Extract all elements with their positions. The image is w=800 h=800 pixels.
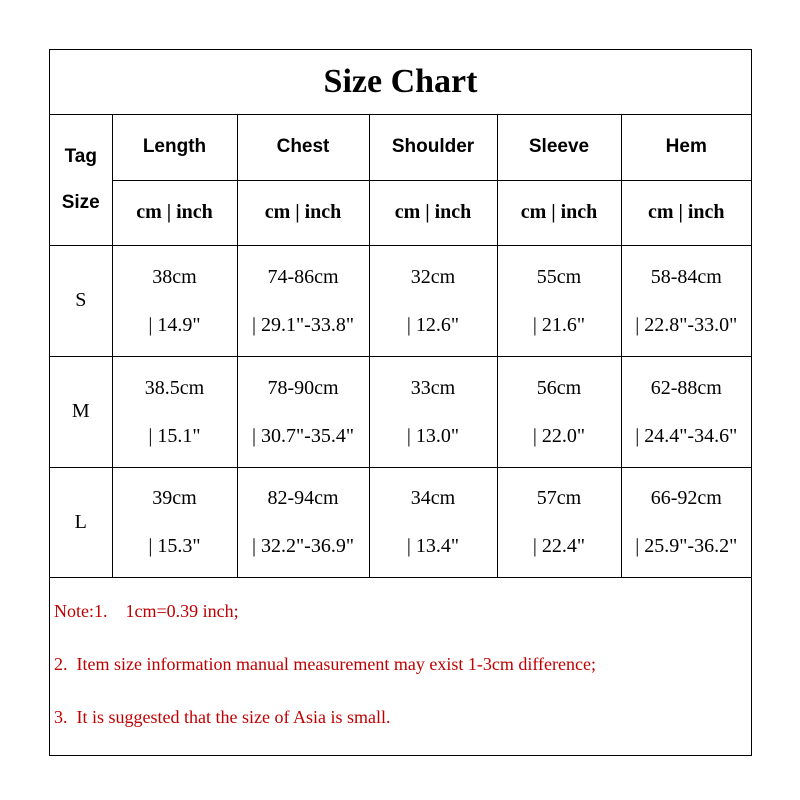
table-row-l [50,467,751,577]
tag-size-header [50,115,112,245]
header-row-units [50,180,751,245]
note-line-2: 2. Item size information manual measurement may exist 1-3cm difference; [54,654,596,674]
cell-sleeve [497,467,621,577]
note-line-1: Note:1. 1cm=0.39 inch; [54,601,239,621]
note-line-3: 3. It is suggested that the size of Asia is small. [54,707,391,727]
inch-value: | 22.8"-33.0" [635,313,738,336]
size-chart-title: Size Chart [50,50,751,115]
unit-sleeve: cm | inch [497,180,621,245]
cm-value: 34cm [410,487,456,509]
inch-value: | 12.6" [406,313,460,336]
inch-value: | 13.0" [406,424,460,447]
header-row-names [50,115,751,180]
cm-value: 32cm [410,265,456,288]
size-label: M [50,356,112,467]
column-header-chest: Chest [237,115,369,180]
cm-value: 82-94cm [267,487,339,509]
cell-chest [237,356,369,467]
cell-hem [621,356,751,467]
inch-value: | 22.4" [532,535,586,557]
cell-shoulder [369,467,497,577]
cm-value: 57cm [536,487,582,509]
inch-value: | 22.0" [532,424,586,447]
column-header-hem: Hem [621,115,751,180]
tag-header-label: Tag [64,145,97,167]
cm-value: 38cm [152,265,197,288]
cm-value: 55cm [536,265,582,288]
cm-value: 78-90cm [267,376,339,399]
notes-section [50,577,751,755]
size-header-label: Size [61,191,100,213]
cell-chest [237,467,369,577]
size-chart [49,49,752,756]
column-header-length: Length [112,115,237,180]
column-header-sleeve: Sleeve [497,115,621,180]
cm-value: 33cm [410,376,456,399]
table-row-m [50,356,751,467]
size-label: L [50,467,112,577]
cell-chest [237,245,369,356]
cm-value: 74-86cm [267,265,339,288]
size-table [50,115,751,578]
cell-length [112,467,237,577]
cell-shoulder [369,356,497,467]
cm-value: 66-92cm [650,487,722,509]
cell-length [112,245,237,356]
unit-chest: cm | inch [237,180,369,245]
inch-value: | 13.4" [406,535,460,557]
table-row-s [50,245,751,356]
cm-value: 58-84cm [650,265,722,288]
inch-value: | 15.3" [148,535,201,557]
inch-value: | 15.1" [148,424,201,447]
cell-sleeve [497,245,621,356]
unit-hem: cm | inch [621,180,751,245]
cell-shoulder [369,245,497,356]
cm-value: 62-88cm [650,376,722,399]
cell-length [112,356,237,467]
unit-shoulder: cm | inch [369,180,497,245]
inch-value: | 21.6" [532,313,586,336]
cm-value: 38.5cm [144,376,205,399]
inch-value: | 29.1"-33.8" [252,313,354,336]
inch-value: | 30.7"-35.4" [252,424,354,447]
cell-sleeve [497,356,621,467]
inch-value: | 32.2"-36.9" [252,535,354,557]
size-label: S [50,245,112,356]
cell-hem [621,245,751,356]
cm-value: 56cm [536,376,582,399]
inch-value: | 24.4"-34.6" [635,424,738,447]
unit-length: cm | inch [112,180,237,245]
cm-value: 39cm [152,487,197,509]
inch-value: | 14.9" [148,313,201,336]
inch-value: | 25.9"-36.2" [635,535,738,557]
column-header-shoulder: Shoulder [369,115,497,180]
cell-hem [621,467,751,577]
